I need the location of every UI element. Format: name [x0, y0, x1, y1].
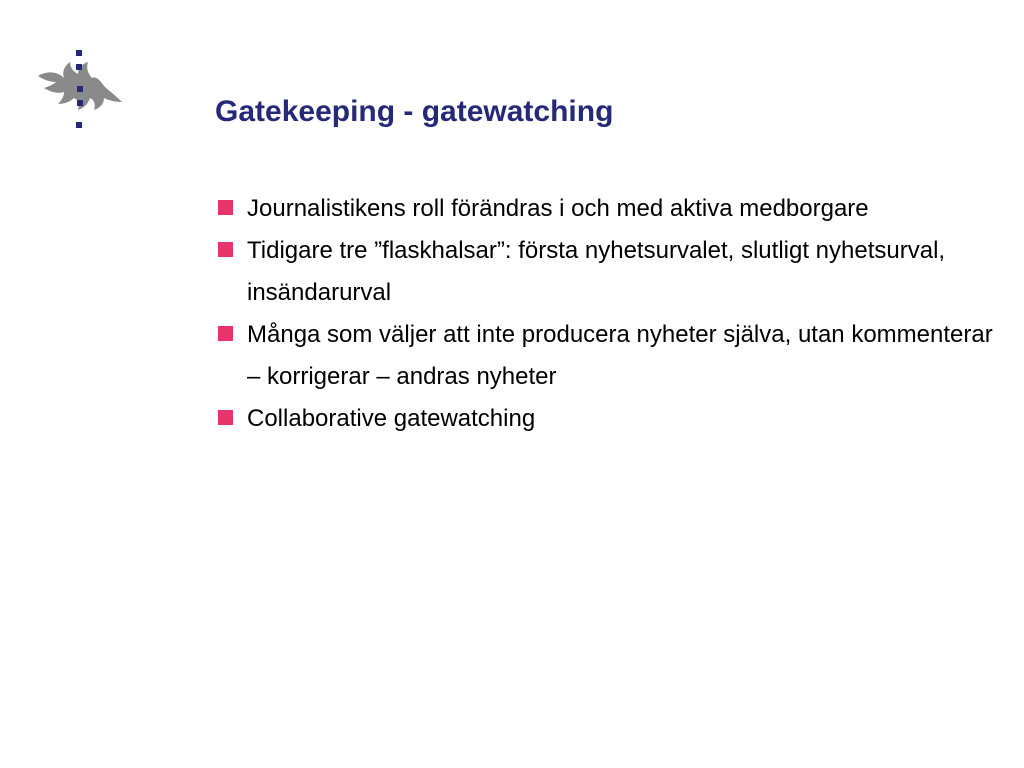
slide-title: Gatekeeping - gatewatching — [215, 95, 614, 128]
university-flame-logo-icon — [34, 46, 126, 138]
square-bullet-icon — [218, 410, 233, 425]
logo-dot — [77, 86, 83, 92]
bullet-text: Collaborative gatewatching — [247, 405, 536, 432]
flame-logo-graphic — [34, 46, 126, 138]
square-bullet-icon — [218, 326, 233, 341]
bullet-item — [217, 230, 997, 314]
logo-dot — [77, 100, 83, 106]
logo-dot — [76, 64, 82, 70]
logo-dot — [76, 122, 82, 128]
bullet-text: Journalistikens roll förändras i och med aktiva medborgare — [247, 195, 869, 222]
bullet-item — [217, 188, 997, 230]
logo-dot — [76, 50, 82, 56]
bullet-list — [217, 188, 997, 440]
bullet-item — [217, 398, 997, 440]
bullet-text: Många som väljer att inte producera nyheter själva, utan kommenterar – korrigerar – andras nyheter — [247, 321, 993, 390]
bullet-text: Tidigare tre ”flaskhalsar”: första nyhetsurvalet, slutligt nyhetsurval, insändarurval — [247, 237, 946, 306]
bullet-item — [217, 314, 997, 398]
square-bullet-icon — [218, 242, 233, 257]
square-bullet-icon — [218, 200, 233, 215]
